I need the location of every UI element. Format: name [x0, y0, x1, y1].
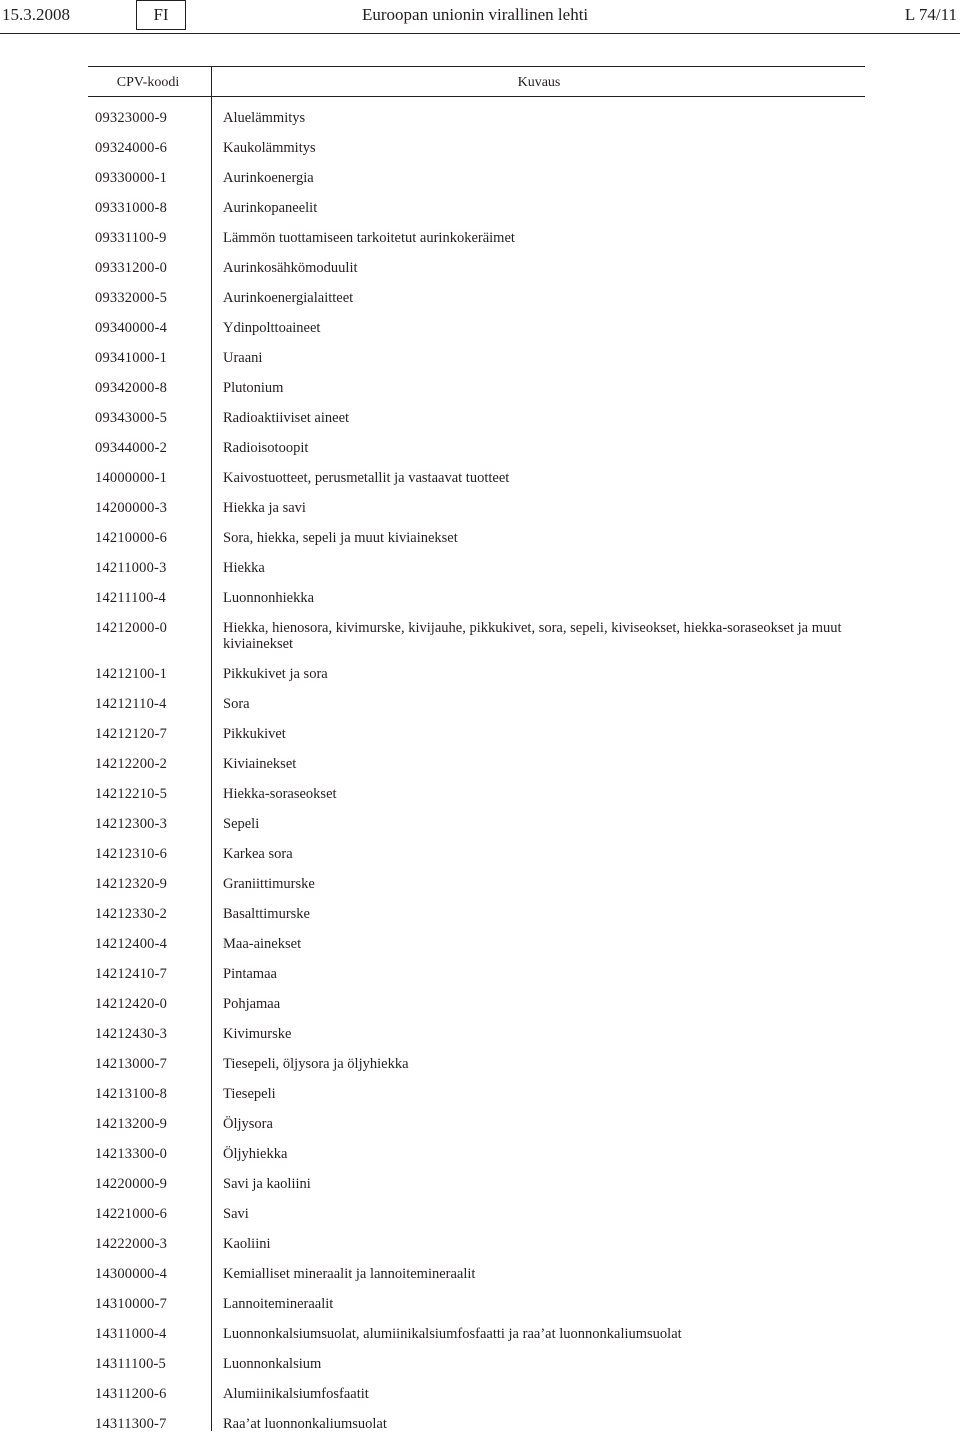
cpv-description: Kemialliset mineraalit ja lannoitemineraalit	[223, 1266, 476, 1282]
cpv-description: Luonnonkalsiumsuolat, alumiinikalsiumfosfaatti ja raa’at luonnonkaliumsuolat	[223, 1326, 682, 1342]
cpv-description: Sora	[223, 696, 250, 712]
cpv-description: Pohjamaa	[223, 996, 281, 1012]
cpv-code: 14211000-3	[95, 560, 167, 576]
cpv-code: 09331100-9	[95, 230, 167, 246]
cpv-code: 09330000-1	[95, 170, 168, 186]
cpv-description: Kiviainekset	[223, 756, 297, 772]
cpv-description: Öljysora	[223, 1116, 273, 1132]
cpv-code: 14311100-5	[95, 1356, 167, 1372]
table-row	[88, 1236, 865, 1266]
cpv-description: Radioisotoopit	[223, 440, 309, 456]
cpv-code: 14212000-0	[95, 620, 168, 636]
cpv-code: 14212330-2	[95, 906, 168, 922]
cpv-description: Raa’at luonnonkaliumsuolat	[223, 1416, 387, 1432]
column-header-code: CPV-koodi	[116, 75, 180, 90]
cpv-code: 14213100-8	[95, 1086, 168, 1102]
cpv-code: 14212300-3	[95, 816, 168, 832]
cpv-description: Lämmön tuottamiseen tarkoitetut aurinkokeräimet	[223, 230, 515, 246]
page-number: L 74/11	[904, 5, 957, 24]
cpv-description: Kaivostuotteet, perusmetallit ja vastaavat tuotteet	[223, 470, 510, 486]
cpv-code: 14311200-6	[95, 1386, 167, 1402]
cpv-description: Luonnonhiekka	[223, 590, 315, 606]
table-row	[88, 906, 865, 936]
table-row	[88, 666, 865, 696]
cpv-code: 09342000-8	[95, 380, 168, 396]
table-row	[88, 110, 865, 140]
cpv-description: Kivimurske	[223, 1026, 292, 1042]
cpv-code: 14212100-1	[95, 666, 168, 682]
cpv-code: 14213300-0	[95, 1146, 168, 1162]
cpv-description: Öljyhiekka	[223, 1146, 288, 1162]
cpv-code: 14212120-7	[95, 726, 168, 742]
page-header	[0, 0, 960, 34]
cpv-code: 09331000-8	[95, 200, 168, 216]
cpv-description: Tiesepeli	[223, 1086, 276, 1102]
cpv-description: Maa-ainekset	[223, 936, 302, 952]
cpv-code: 14210000-6	[95, 530, 168, 546]
table-row	[88, 816, 865, 846]
table-row	[88, 726, 865, 756]
cpv-code: 09331200-0	[95, 260, 168, 276]
table-row	[88, 1026, 865, 1056]
cpv-code: 14310000-7	[95, 1296, 168, 1312]
cpv-code: 14212420-0	[95, 996, 168, 1012]
table-row	[88, 696, 865, 726]
cpv-description: Aurinkoenergialaitteet	[223, 290, 354, 306]
table-row	[88, 996, 865, 1026]
cpv-description: Kaoliini	[223, 1236, 271, 1252]
cpv-description: Graniittimurske	[223, 876, 315, 892]
table-row	[88, 320, 865, 350]
table-row	[88, 440, 865, 470]
cpv-description: Aurinkoenergia	[223, 170, 314, 186]
cpv-description: Lannoitemineraalit	[223, 1296, 334, 1312]
cpv-description: Hiekka ja savi	[223, 500, 306, 516]
cpv-description: Sepeli	[223, 816, 260, 832]
cpv-code: 14213200-9	[95, 1116, 168, 1132]
table-row	[88, 260, 865, 290]
cpv-description: Hiekka	[223, 560, 265, 576]
cpv-code: 09323000-9	[95, 110, 168, 126]
cpv-code: 14000000-1	[95, 470, 168, 486]
cpv-description: Aluelämmitys	[223, 110, 306, 126]
cpv-description: Aurinkosähkömoduulit	[223, 260, 358, 276]
table-row	[88, 230, 865, 260]
table-row	[88, 500, 865, 530]
cpv-code: 09324000-6	[95, 140, 168, 156]
table-row	[88, 470, 865, 500]
table-row	[88, 1176, 865, 1206]
cpv-description: Hiekka, hienosora, kivimurske, kivijauhe, pikkukivet, sora, sepeli, kiviseokset, hiekka-soraseokset ja muut kiviainekset	[223, 620, 842, 652]
table-row	[88, 620, 865, 666]
table-row	[88, 1386, 865, 1416]
table-row	[88, 380, 865, 410]
cpv-description: Savi ja kaoliini	[223, 1176, 311, 1192]
table-row	[88, 756, 865, 786]
table-row	[88, 846, 865, 876]
cpv-code: 14211100-4	[95, 590, 167, 606]
table-row	[88, 1146, 865, 1176]
language-badge: FI	[136, 0, 186, 30]
cpv-description: Radioaktiiviset aineet	[223, 410, 350, 426]
table-row	[88, 560, 865, 590]
cpv-code: 09340000-4	[95, 320, 168, 336]
table-row	[88, 530, 865, 560]
cpv-code: 14220000-9	[95, 1176, 168, 1192]
table-body	[88, 97, 865, 1446]
table-row	[88, 410, 865, 440]
table-row	[88, 1296, 865, 1326]
table-row	[88, 200, 865, 230]
cpv-code: 14311000-4	[95, 1326, 167, 1342]
table-row	[88, 936, 865, 966]
cpv-code: 14212200-2	[95, 756, 168, 772]
cpv-code: 14221000-6	[95, 1206, 168, 1222]
cpv-description: Plutonium	[223, 380, 284, 396]
table-row	[88, 170, 865, 200]
table-row	[88, 350, 865, 380]
cpv-table	[88, 66, 865, 1446]
cpv-code: 14300000-4	[95, 1266, 168, 1282]
cpv-description: Savi	[223, 1206, 249, 1222]
table-row	[88, 1116, 865, 1146]
table-row	[88, 1326, 865, 1356]
table-row	[88, 290, 865, 320]
table-row	[88, 1086, 865, 1116]
cpv-code: 14212410-7	[95, 966, 168, 982]
cpv-code: 14222000-3	[95, 1236, 168, 1252]
cpv-description: Ydinpolttoaineet	[223, 320, 321, 336]
publication-date: 15.3.2008	[2, 5, 70, 24]
cpv-description: Basalttimurske	[223, 906, 310, 922]
cpv-code: 14212320-9	[95, 876, 168, 892]
table-header	[88, 66, 865, 97]
table-row	[88, 1266, 865, 1296]
table-row	[88, 1416, 865, 1446]
table-row	[88, 1056, 865, 1086]
cpv-code: 14212400-4	[95, 936, 168, 952]
cpv-description: Luonnonkalsium	[223, 1356, 322, 1372]
cpv-code: 09343000-5	[95, 410, 168, 426]
table-row	[88, 786, 865, 816]
cpv-description: Kaukolämmitys	[223, 140, 316, 156]
cpv-code: 09341000-1	[95, 350, 168, 366]
cpv-code: 14200000-3	[95, 500, 168, 516]
table-row	[88, 1206, 865, 1236]
cpv-code: 14311300-7	[95, 1416, 167, 1432]
cpv-description: Aurinkopaneelit	[223, 200, 318, 216]
cpv-code: 14212310-6	[95, 846, 168, 862]
cpv-description: Sora, hiekka, sepeli ja muut kiviainekset	[223, 530, 458, 546]
cpv-description: Tiesepeli, öljysora ja öljyhiekka	[223, 1056, 409, 1072]
table-row	[88, 876, 865, 906]
table-row	[88, 966, 865, 996]
cpv-code: 14212430-3	[95, 1026, 168, 1042]
cpv-description: Hiekka-soraseokset	[223, 786, 337, 802]
cpv-description: Pintamaa	[223, 966, 277, 982]
cpv-code: 09332000-5	[95, 290, 168, 306]
cpv-code: 14213000-7	[95, 1056, 168, 1072]
cpv-description: Pikkukivet	[223, 726, 286, 742]
cpv-code: 14212110-4	[95, 696, 167, 712]
table-row	[88, 590, 865, 620]
cpv-description: Alumiinikalsiumfosfaatit	[223, 1386, 369, 1402]
cpv-description: Karkea sora	[223, 846, 293, 862]
cpv-description: Uraani	[223, 350, 263, 366]
column-header-description: Kuvaus	[517, 75, 561, 90]
cpv-code: 14212210-5	[95, 786, 168, 802]
cpv-code: 09344000-2	[95, 440, 168, 456]
journal-title: Euroopan unionin virallinen lehti	[362, 5, 589, 24]
table-row	[88, 140, 865, 170]
cpv-description: Pikkukivet ja sora	[223, 666, 328, 682]
table-row	[88, 1356, 865, 1386]
